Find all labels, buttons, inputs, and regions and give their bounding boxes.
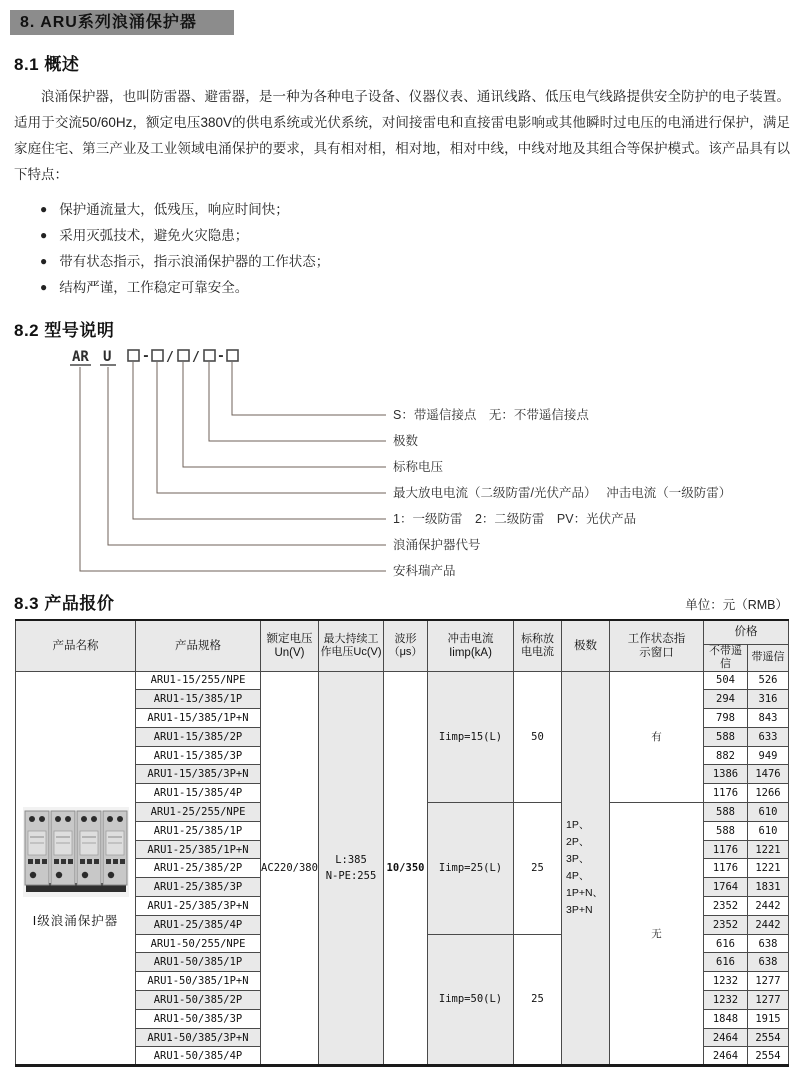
impulse-current-cell: Iimp=50(L) [428,934,514,1066]
price-without-remote-cell: 2464 [704,1047,748,1066]
price-without-remote-cell: 1848 [704,1009,748,1028]
overview-heading: 8.1 概述 [14,55,80,74]
pricing-heading-row [14,589,788,614]
price-without-remote-cell: 1386 [704,765,748,784]
price-with-remote-cell: 638 [748,934,789,953]
model-label-class: 1：一级防雷 2：二级防雷 PV：光伏产品 [393,512,637,526]
header-line: 标称放 [521,632,554,645]
spec-cell: ARU1-50/385/3P+N [136,1028,261,1047]
pricing-heading: 8.3 产品报价 [14,594,115,613]
spd-module [103,811,127,885]
header-poles: 极数 [562,620,610,671]
section-header-bar: 8. ARU系列浪涌保护器 [10,10,234,35]
price-without-remote-cell: 504 [704,671,748,690]
feature-list [40,197,800,301]
spec-cell: ARU1-50/385/1P [136,953,261,972]
model-prefix-ar: AR [72,349,89,365]
status-cell: 有 [610,671,704,803]
nominal-discharge-cell: 25 [514,934,562,1066]
table-row [16,671,789,690]
price-table [15,619,789,1067]
price-without-remote-cell: 798 [704,709,748,728]
spec-cell: ARU1-15/385/3P [136,746,261,765]
rated-voltage-cell: AC220/380 [261,671,319,1066]
price-without-remote-cell: 588 [704,803,748,822]
price-with-remote-cell: 2554 [748,1028,789,1047]
model-box [227,350,238,361]
header-line: 冲击电流 [447,632,494,645]
price-without-remote-cell: 1232 [704,991,748,1010]
bullet-icon: ● [40,228,48,242]
price-without-remote-cell: 616 [704,953,748,972]
price-without-remote-cell: 588 [704,821,748,840]
header-line: Iimp(kA) [449,646,492,659]
nominal-discharge-cell: 25 [514,803,562,935]
spec-cell: ARU1-15/385/2P [136,727,261,746]
price-without-remote-cell: 616 [704,934,748,953]
price-with-remote-cell: 1221 [748,840,789,859]
header-line: Un(V) [274,646,305,659]
spec-cell: ARU1-50/385/4P [136,1047,261,1066]
cell-line: N-PE:255 [325,869,377,882]
price-without-remote-cell: 294 [704,690,748,709]
max-voltage-cell [319,671,384,1066]
price-without-remote-cell: 2352 [704,897,748,916]
model-heading: 8.2 型号说明 [14,321,115,340]
header-impulse-current [428,620,514,671]
price-with-remote-cell: 610 [748,821,789,840]
connector-line [157,362,386,493]
price-without-remote-cell: 2464 [704,1028,748,1047]
model-label-brand: 安科瑞产品 [393,564,456,578]
price-with-remote-cell: 1831 [748,878,789,897]
model-label-current: 最大放电电流（二级防雷/光伏产品） 冲击电流（一级防雷） [393,486,732,500]
cell-line: 1P+N、 [566,886,604,899]
spec-cell: ARU1-15/385/1P [136,690,261,709]
spec-cell: ARU1-15/385/1P+N [136,709,261,728]
spec-cell: ARU1-15/255/NPE [136,671,261,690]
header-product-name: 产品名称 [16,620,136,671]
cell-line: 3P+N [566,903,593,916]
header-price-with-remote: 带遥信 [748,644,789,671]
header-line: （μs） [388,645,423,658]
spec-cell: ARU1-25/385/1P+N [136,840,261,859]
header-max-voltage [319,620,384,671]
spec-cell: ARU1-25/255/NPE [136,803,261,822]
price-with-remote-cell: 1915 [748,1009,789,1028]
price-without-remote-cell: 882 [704,746,748,765]
spec-cell: ARU1-25/385/3P [136,878,261,897]
header-spec: 产品规格 [136,620,261,671]
price-with-remote-cell: 610 [748,803,789,822]
status-cell: 无 [610,803,704,1066]
connector-line [232,362,386,415]
connector-line [108,367,386,545]
header-line: 额定电压 [266,632,313,645]
cell-line: 1P、2P、 [566,818,590,848]
header-line: 工作状态指 [627,632,686,645]
model-box [178,350,189,361]
price-with-remote-cell: 949 [748,746,789,765]
spd-module [51,811,75,885]
spec-cell: ARU1-25/385/3P+N [136,897,261,916]
price-with-remote-cell: 638 [748,953,789,972]
model-prefix-u: U [103,349,112,365]
product-cell [16,807,135,929]
model-label-spd-code: 浪涌保护器代号 [393,538,481,552]
price-without-remote-cell: 1176 [704,784,748,803]
model-separator: - [142,349,150,364]
header-line: 作电压Uc(V) [320,645,382,658]
model-label-voltage: 标称电压 [393,460,444,474]
price-without-remote-cell: 1176 [704,859,748,878]
overview-paragraph: 浪涌保护器，也叫防雷器、避雷器，是一种为各种电子设备、仪器仪表、通讯线路、低压电气线路提供安全防护的电子装置。适用于交流50/60Hz，额定电压380V的供电系统或光伏系统，对间接雷电和直接雷电影响或其他瞬时过电压的电涌进行保护，满足家庭住宅、第三产业及工业领域电涌保护的要求，具有相对相，相对地，相对中线，中线对地及其组合等保护模式。该产品具有以下特点： [14,89,790,182]
header-rated-voltage [261,620,319,671]
spec-cell: ARU1-25/385/4P [136,915,261,934]
header-nominal-discharge [514,620,562,671]
price-with-remote-cell: 633 [748,727,789,746]
header-line: 示窗口 [639,646,674,659]
price-with-remote-cell: 526 [748,671,789,690]
model-box [204,350,215,361]
feature-item [40,197,800,223]
price-with-remote-cell: 1277 [748,991,789,1010]
header-waveform [384,620,428,671]
price-with-remote-cell: 1266 [748,784,789,803]
feature-item [40,223,800,249]
model-code-diagram [0,345,800,583]
spec-cell: ARU1-50/385/2P [136,991,261,1010]
price-without-remote-cell: 588 [704,727,748,746]
spec-cell: ARU1-15/385/4P [136,784,261,803]
price-with-remote-cell: 1221 [748,859,789,878]
feature-item [40,275,800,301]
price-with-remote-cell: 2442 [748,915,789,934]
feature-text: 采用灭弧技术，避免火灾隐患； [59,228,249,243]
model-box [128,350,139,361]
model-label-remote: S：带遥信接点 无：不带遥信接点 [393,408,589,422]
feature-item [40,249,800,275]
poles-cell [562,671,610,1066]
model-separator: - [217,349,225,364]
price-with-remote-cell: 2442 [748,897,789,916]
spec-cell: ARU1-50/255/NPE [136,934,261,953]
model-box [152,350,163,361]
price-with-remote-cell: 316 [748,690,789,709]
product-name-cell [16,671,136,1066]
spec-cell: ARU1-15/385/3P+N [136,765,261,784]
impulse-current-cell: Iimp=25(L) [428,803,514,935]
bullet-icon: ● [40,280,48,294]
price-with-remote-cell: 2554 [748,1047,789,1066]
feature-text: 保护通流量大，低残压，响应时间快； [59,202,289,217]
header-status-window [610,620,704,671]
header-line: 电电流 [521,645,554,658]
price-with-remote-cell: 1476 [748,765,789,784]
connector-line [80,367,386,571]
price-with-remote-cell: 843 [748,709,789,728]
spec-cell: ARU1-50/385/1P+N [136,972,261,991]
spec-cell: ARU1-25/385/2P [136,859,261,878]
price-without-remote-cell: 1764 [704,878,748,897]
header-line: 波形 [394,632,417,645]
bullet-icon: ● [40,202,48,216]
catalog-page [0,10,800,1065]
impulse-current-cell: Iimp=15(L) [428,671,514,803]
header-price-without-remote: 不带遥信 [704,644,748,671]
price-without-remote-cell: 1232 [704,972,748,991]
model-separator: / [166,350,174,365]
waveform-cell: 10/350 [384,671,428,1066]
spec-cell: ARU1-25/385/1P [136,821,261,840]
spd-module [77,811,101,885]
bullet-icon: ● [40,254,48,268]
model-label-poles: 极数 [393,434,419,448]
price-without-remote-cell: 1176 [704,840,748,859]
spd-module [25,811,49,885]
header-price: 价格 [704,620,789,644]
model-separator: / [192,350,200,365]
feature-text: 带有状态指示，指示浪涌保护器的工作状态； [59,254,330,269]
unit-label: 单位：元（RMB） [685,598,788,612]
product-name-label: I级浪涌保护器 [32,913,119,928]
cell-line: L:385 [335,853,367,866]
cell-line: 3P、4P、 [566,852,590,882]
price-with-remote-cell: 1277 [748,972,789,991]
feature-text: 结构严谨，工作稳定可靠安全。 [59,280,249,295]
spec-cell: ARU1-50/385/3P [136,1009,261,1028]
connector-line [209,362,386,441]
product-photo [21,807,131,897]
nominal-discharge-cell: 50 [514,671,562,803]
header-line: 最大持续工 [323,632,379,645]
price-without-remote-cell: 2352 [704,915,748,934]
